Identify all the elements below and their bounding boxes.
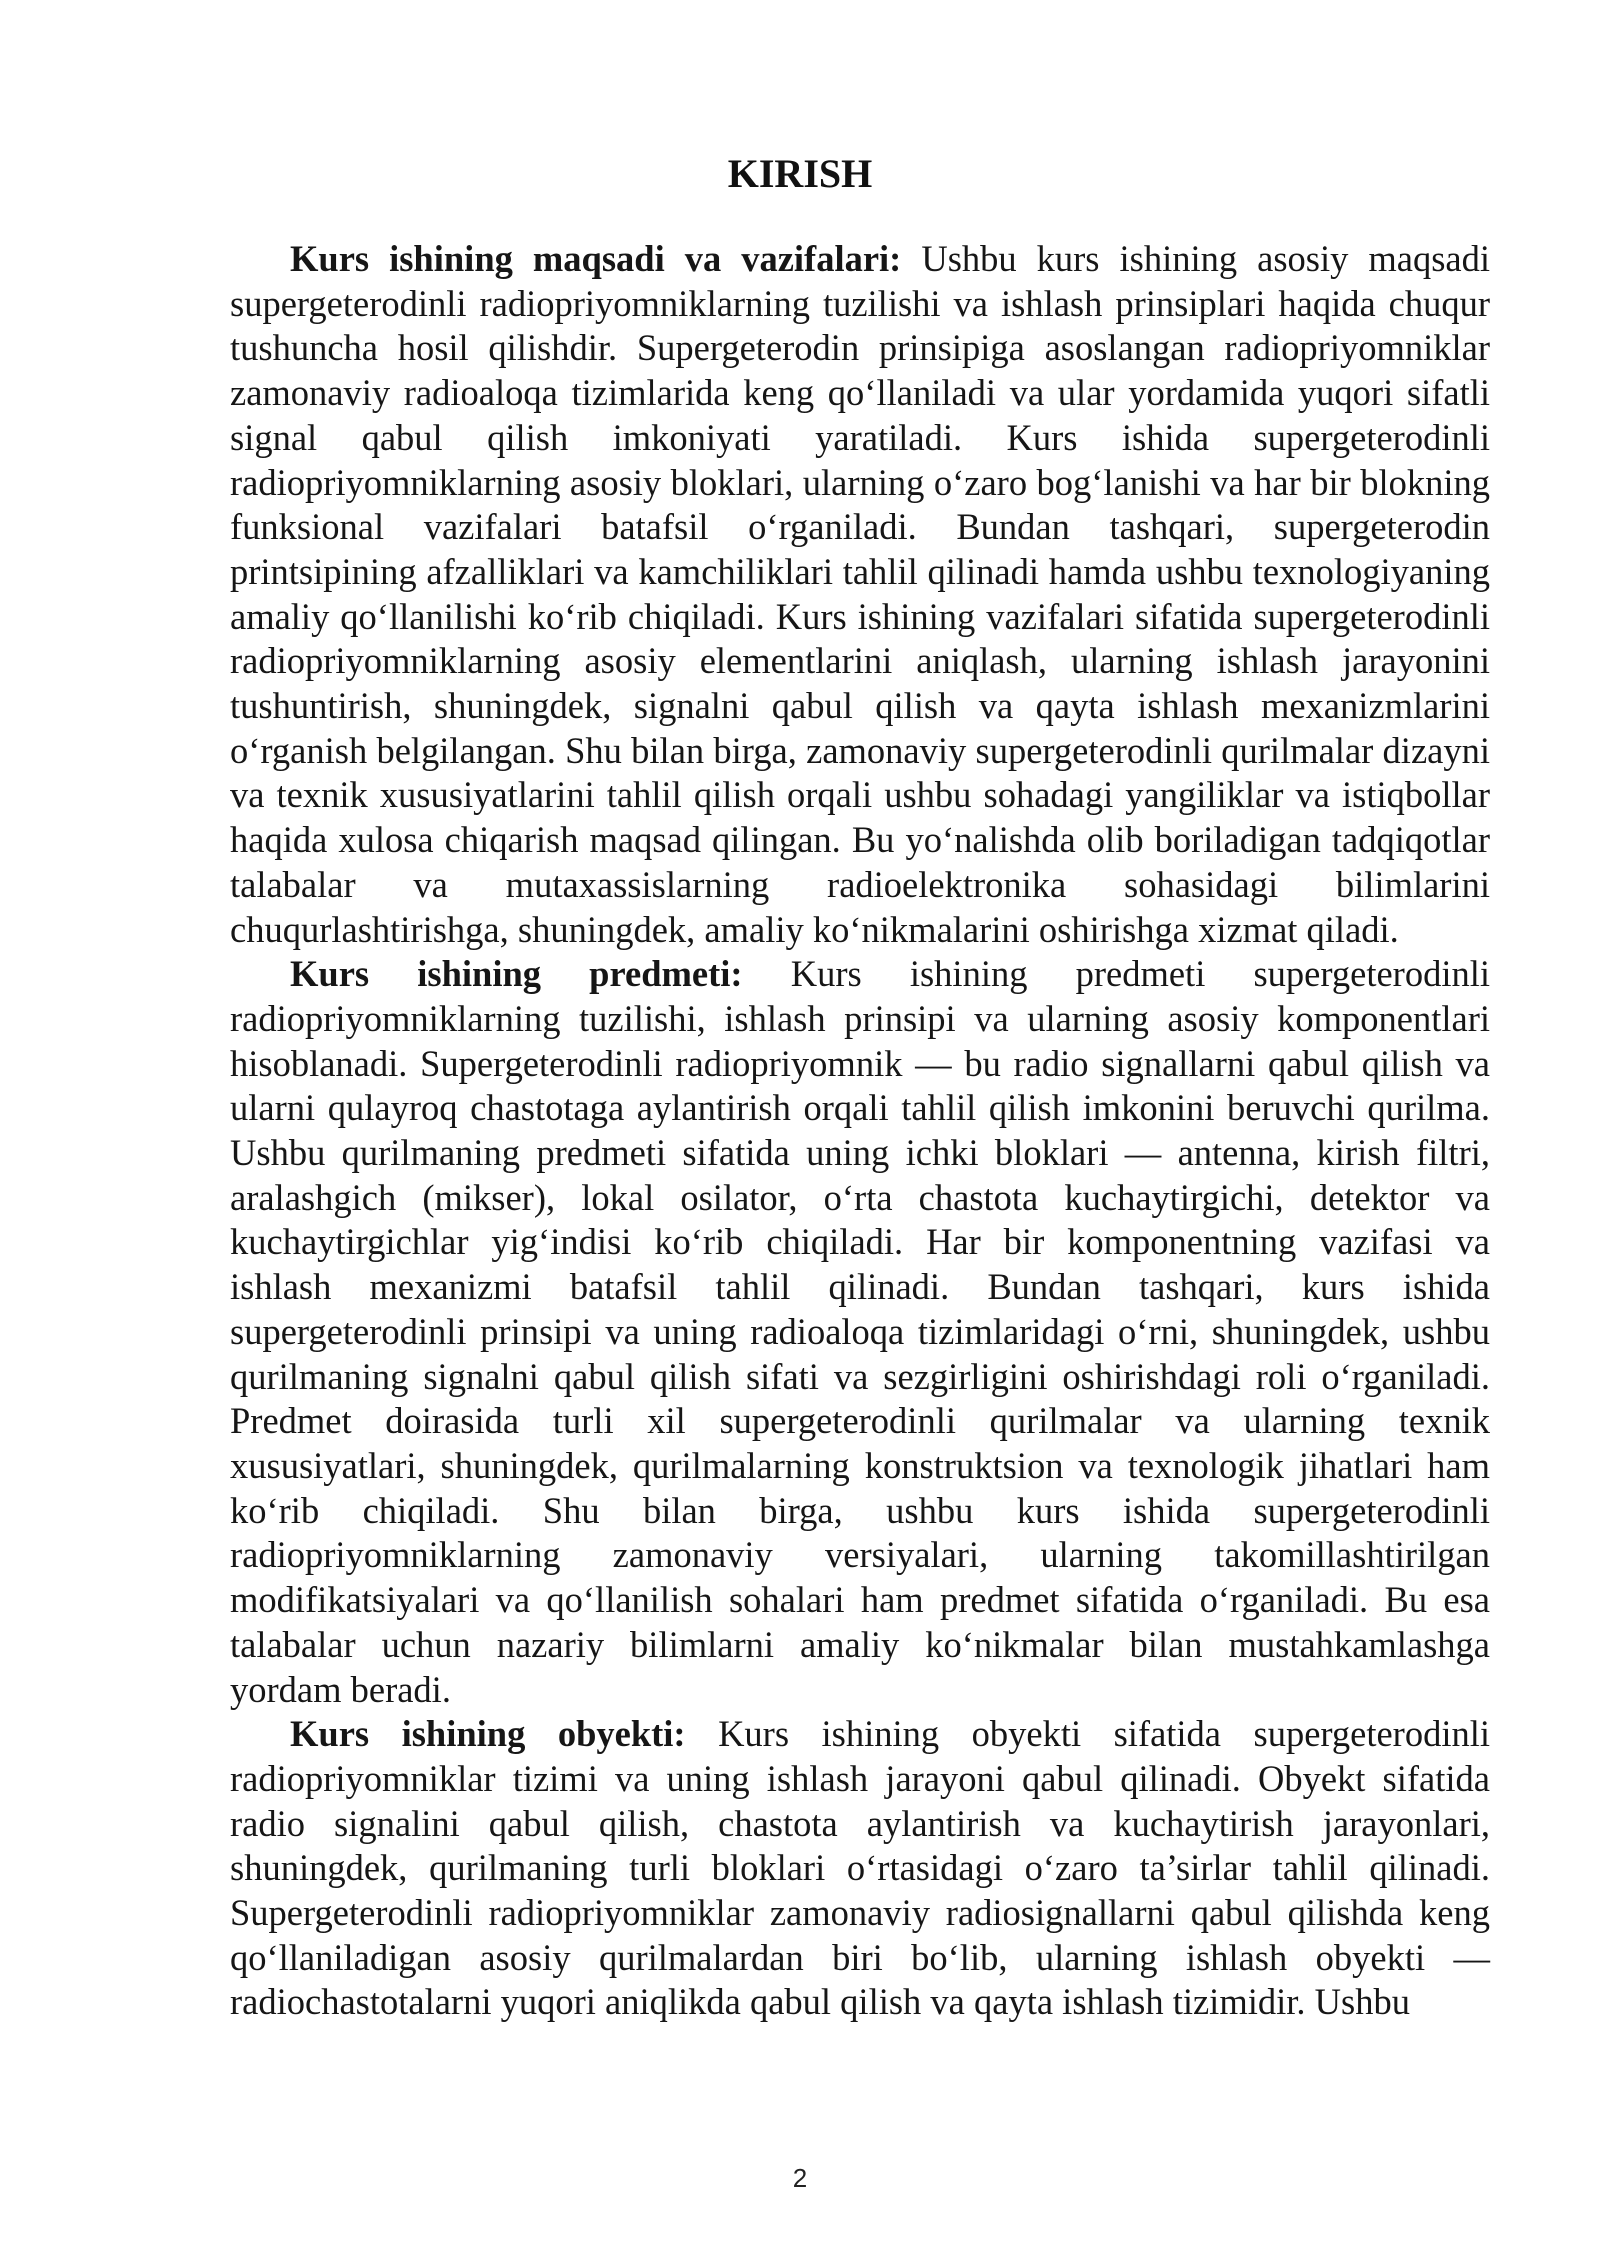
paragraph-predmeti [230,952,1490,1712]
page-number: 2 [792,2163,808,2193]
paragraph-maqsadi [230,237,1490,952]
page-title: KIRISH [727,151,873,196]
paragraph-text: Ushbu kurs ishining asosiy maqsadi supergeterodinli radiopriyomniklarning tuzilishi va ishlash prinsiplari haqida chuqur tushuncha hosil qilishdir. Supergeterodin prinsipiga asoslangan radiopriyomniklar zamonaviy radioaloqa tizimlarida keng qo‘llaniladi va ular yordamida yuqori sifatli signal qabul qilish imkoniyati yaratiladi. Kurs ishida supergeterodinli radiopriyomniklarning asosiy bloklari, ularning o‘zaro bog‘lanishi va har bir blokning funksional vazifalari batafsil o‘rganiladi. Bundan tashqari, supergeterodin printsipining afzalliklari va kamchiliklari tahlil qilinadi hamda ushbu texnologiyaning amaliy qo‘llanilishi ko‘rib chiqiladi. Kurs ishining vazifalari sifatida supergeterodinli radiopriyomniklarning asosiy elementlarini aniqlash, ularning ishlash jarayonini tushuntirish, shuningdek, signalni qabul qilish va qayta ishlash mexanizmlarini o‘rganish belgilangan. Shu bilan birga, zamonaviy supergeterodinli qurilmalar dizayni va texnik xususiyatlarini tahlil qilish orqali ushbu sohadagi yangiliklar va istiqbollar haqida xulosa chiqarish maqsad qilingan. Bu yo‘nalishda olib boriladigan tadqiqotlar talabalar va mutaxassislarning radioelektronika sohasidagi bilimlarini chuqurlashtirishga, shuningdek, amaliy ko‘nikmalarini oshirishga xizmat qiladi. [230,238,1491,950]
paragraph-lead: Kurs ishining predmeti: [290,953,743,995]
paragraph-lead: Kurs ishining maqsadi va vazifalari: [290,238,902,279]
paragraph-text: Kurs ishining predmeti supergeterodinli radiopriyomniklarning tuzilishi, ishlash prinsipi va ularning asosiy komponentlari hisoblanadi. Supergeterodinli radiopriyomnik — bu radio signallarni qabul qilish va ularni qulayroq chastotaga aylantirish orqali tahlil qilish imkonini beruvchi qurilma. Ushbu qurilmaning predmeti sifatida uning ichki bloklari — antenna, kirish filtri, aralashgich (mikser), lokal osilator, o‘rta chastota kuchaytirgichi, detektor va kuchaytirgichlar yig‘indisi ko‘rib chiqiladi. Har bir komponentning vazifasi va ishlash mexanizmi batafsil tahlil qilinadi. Bundan tashqari, kurs ishida supergeterodinli prinsipi va uning radioaloqa tizimlaridagi o‘rni, shuningdek, ushbu qurilmaning signalni qabul qilish sifati va sezgirligini oshirishdagi roli o‘rganiladi. Predmet doirasida turli xil supergeterodinli qurilmalar va ularning texnik xususiyatlari, shuningdek, qurilmalarning konstruktsion va texnologik jihatlari ham ko‘rib chiqiladi. Shu bilan birga, ushbu kurs ishida supergeterodinli radiopriyomniklarning zamonaviy versiyalari, ularning takomillashtirilgan modifikatsiyalari va qo‘llanilish sohalari ham predmet sifatida o‘rganiladi. Bu esa talabalar uchun nazariy bilimlarni amaliy ko‘nikmalar bilan mustahkamlashga yordam beradi. [230,953,1490,1710]
paragraph-obyekti [230,1712,1490,2025]
paragraph-text: Kurs ishining obyekti sifatida supergeterodinli radiopriyomniklar tizimi va uning ishlash jarayoni qabul qilinadi. Obyekt sifatida radio signalini qabul qilish, chastota aylantirish va kuchaytirish jarayonlari, shuningdek, qurilmaning turli bloklari o‘rtasidagi o‘zaro ta’sirlar tahlil qilinadi. Supergeterodinli radiopriyomniklar zamonaviy radiosignallarni qabul qilishda keng qo‘llaniladigan asosiy qurilmalardan biri bo‘lib, ularning ishlash obyekti — radiochastotalarni yuqori aniqlikda qabul qilish va qayta ishlash tizimidir. Ushbu [230,1713,1491,2023]
body-text [230,237,1490,2025]
paragraph-lead: Kurs ishining obyekti: [290,1713,686,1755]
